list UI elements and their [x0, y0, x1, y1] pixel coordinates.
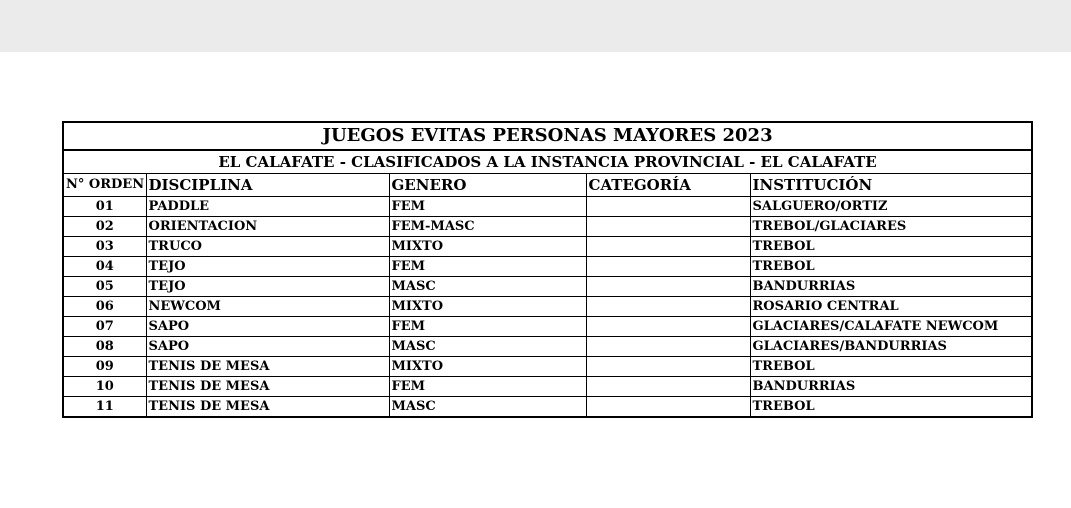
row-order-cell: 02 [63, 217, 146, 237]
row-discipline-cell: TENIS DE MESA [146, 357, 389, 377]
document-sheet [0, 52, 1071, 508]
row-category-cell [586, 337, 750, 357]
row-gender-cell: MIXTO [389, 297, 586, 317]
row-discipline-cell: TENIS DE MESA [146, 377, 389, 397]
row-discipline-cell: PADDLE [146, 197, 389, 217]
row-discipline-cell: SAPO [146, 337, 389, 357]
row-category-cell [586, 297, 750, 317]
table-row [63, 197, 1032, 217]
table-row [63, 237, 1032, 257]
row-discipline-cell: TRUCO [146, 237, 389, 257]
header-gender: GENERO [389, 174, 586, 197]
row-discipline-cell: SAPO [146, 317, 389, 337]
row-order-cell: 05 [63, 277, 146, 297]
row-gender-cell: MASC [389, 277, 586, 297]
row-order-cell: 03 [63, 237, 146, 257]
header-discipline: DISCIPLINA [146, 174, 389, 197]
table-row [63, 357, 1032, 377]
row-gender-cell: MASC [389, 397, 586, 418]
row-gender-cell: FEM-MASC [389, 217, 586, 237]
row-category-cell [586, 397, 750, 418]
row-category-cell [586, 357, 750, 377]
row-discipline-cell: TEJO [146, 257, 389, 277]
table-row [63, 257, 1032, 277]
table-row [63, 277, 1032, 297]
header-order: N° ORDEN [63, 174, 146, 197]
row-gender-cell: MIXTO [389, 237, 586, 257]
table-title-row [63, 122, 1032, 150]
row-discipline-cell: NEWCOM [146, 297, 389, 317]
row-category-cell [586, 377, 750, 397]
row-gender-cell: FEM [389, 257, 586, 277]
table-row [63, 377, 1032, 397]
table-subtitle-row [63, 150, 1032, 174]
row-discipline-cell: TENIS DE MESA [146, 397, 389, 418]
table-title: JUEGOS EVITAS PERSONAS MAYORES 2023 [63, 122, 1032, 150]
row-institution-cell: GLACIARES/BANDURRIAS [750, 337, 1032, 357]
row-institution-cell: TREBOL/GLACIARES [750, 217, 1032, 237]
row-order-cell: 08 [63, 337, 146, 357]
row-institution-cell: GLACIARES/CALAFATE NEWCOM [750, 317, 1032, 337]
row-category-cell [586, 277, 750, 297]
viewer-top-bar [0, 0, 1071, 52]
row-institution-cell: TREBOL [750, 257, 1032, 277]
row-order-cell: 10 [63, 377, 146, 397]
row-institution-cell: BANDURRIAS [750, 277, 1032, 297]
row-gender-cell: FEM [389, 317, 586, 337]
row-order-cell: 09 [63, 357, 146, 377]
row-category-cell [586, 317, 750, 337]
row-gender-cell: FEM [389, 377, 586, 397]
row-discipline-cell: ORIENTACION [146, 217, 389, 237]
row-gender-cell: MIXTO [389, 357, 586, 377]
header-category: CATEGORÍA [586, 174, 750, 197]
header-institution: INSTITUCIÓN [750, 174, 1032, 197]
column-header-row [63, 174, 1032, 197]
row-order-cell: 07 [63, 317, 146, 337]
table-subtitle: EL CALAFATE - CLASIFICADOS A LA INSTANCIA PROVINCIAL - EL CALAFATE [63, 150, 1032, 174]
classification-table [62, 121, 1033, 418]
table-row [63, 317, 1032, 337]
row-institution-cell: TREBOL [750, 397, 1032, 418]
row-gender-cell: MASC [389, 337, 586, 357]
row-category-cell [586, 197, 750, 217]
row-institution-cell: TREBOL [750, 237, 1032, 257]
table-row [63, 337, 1032, 357]
table-row [63, 397, 1032, 418]
row-order-cell: 01 [63, 197, 146, 217]
row-category-cell [586, 257, 750, 277]
row-institution-cell: ROSARIO CENTRAL [750, 297, 1032, 317]
row-category-cell [586, 217, 750, 237]
row-institution-cell: TREBOL [750, 357, 1032, 377]
row-order-cell: 06 [63, 297, 146, 317]
row-order-cell: 04 [63, 257, 146, 277]
table-row [63, 297, 1032, 317]
row-category-cell [586, 237, 750, 257]
row-discipline-cell: TEJO [146, 277, 389, 297]
table-row [63, 217, 1032, 237]
row-gender-cell: FEM [389, 197, 586, 217]
row-institution-cell: BANDURRIAS [750, 377, 1032, 397]
row-institution-cell: SALGUERO/ORTIZ [750, 197, 1032, 217]
row-order-cell: 11 [63, 397, 146, 418]
